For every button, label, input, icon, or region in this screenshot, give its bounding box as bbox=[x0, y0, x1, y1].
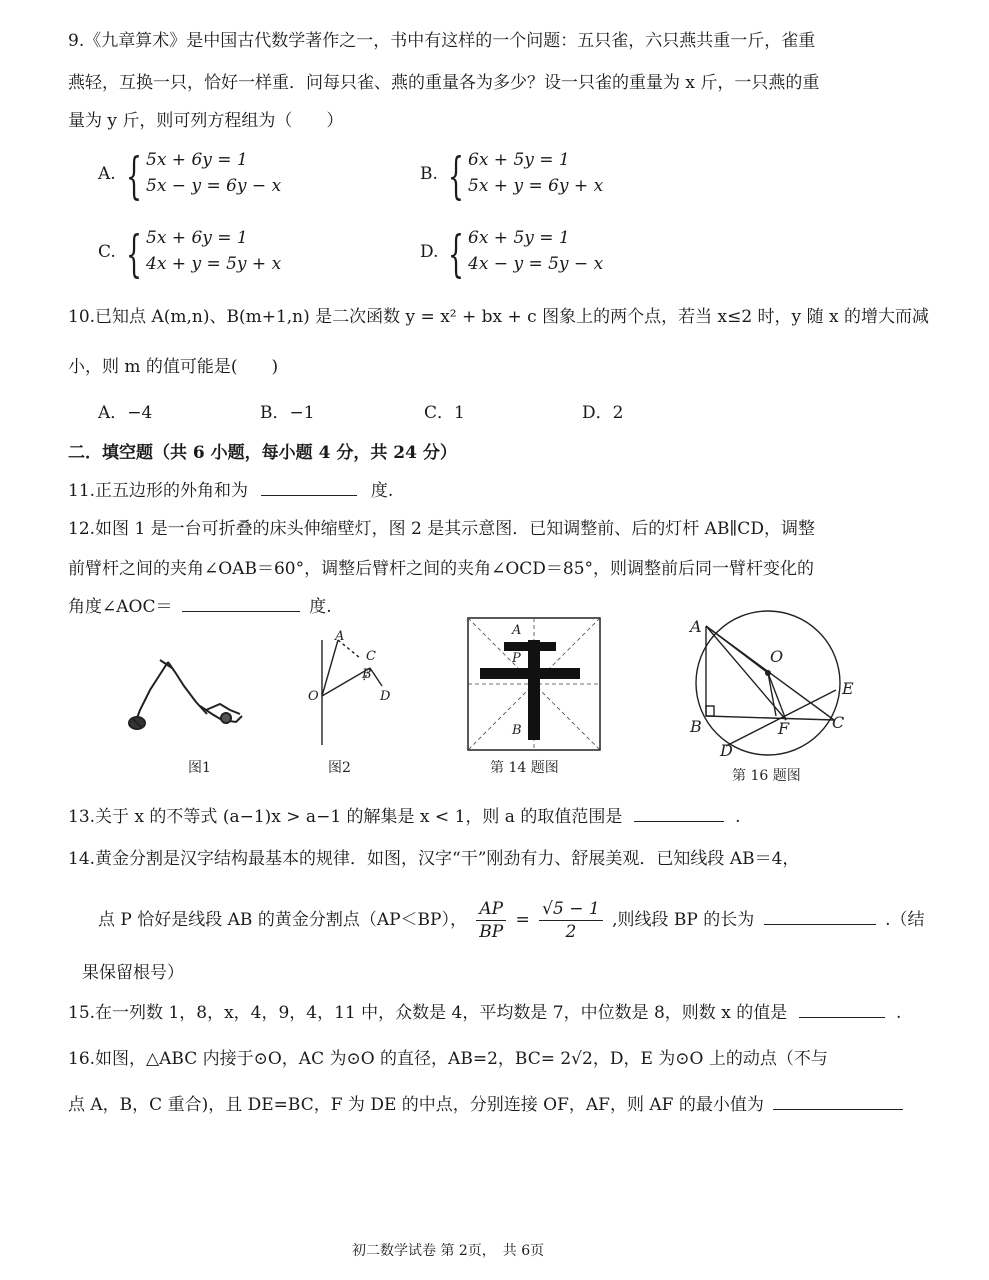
equation: 4x − y = 5y − x bbox=[468, 254, 604, 274]
fraction-numerator: √5 − 1 bbox=[539, 898, 603, 921]
q12-line2: 前臂杆之间的夹角∠OAB＝60°，调整后臂杆之间的夹角∠OCD＝85°，则调整前后同一臂杆变化的 bbox=[68, 559, 815, 579]
fig2-label-d: D bbox=[380, 689, 391, 704]
equals-sign: = bbox=[515, 910, 530, 930]
fig2-caption: 图2 bbox=[328, 760, 351, 776]
fraction-denominator: 2 bbox=[565, 922, 577, 942]
fig16-label-e: E bbox=[842, 679, 854, 698]
fig2-label-o: O bbox=[308, 689, 319, 704]
answer-blank bbox=[634, 807, 724, 822]
option-label: D. bbox=[420, 242, 439, 262]
answer-blank bbox=[764, 910, 876, 925]
q13-text: 13.关于 x 的不等式 (a−1)x > a−1 的解集是 x < 1，则 a 的取值范围是 bbox=[68, 807, 623, 827]
answer-blank bbox=[773, 1095, 903, 1110]
fig14-character-grid bbox=[468, 618, 600, 750]
q9-line3: 量为 y 斤，则可列方程组为（ ） bbox=[68, 111, 344, 131]
q10-line2: 小，则 m 的值可能是( ) bbox=[68, 357, 279, 377]
q14-line3: 果保留根号） bbox=[82, 963, 184, 983]
q12-unit: 度. bbox=[309, 597, 332, 617]
q11-text: 11.正五边形的外角和为 bbox=[68, 481, 249, 501]
q14-text-2: ,则线段 BP 的长为 bbox=[612, 910, 755, 930]
equation: 6x + 5y = 1 bbox=[468, 150, 570, 170]
fig14-label-a: A bbox=[512, 623, 522, 638]
fig16-label-a: A bbox=[690, 617, 702, 636]
q15-text: 15.在一列数 1，8，x，4，9，4，11 中，众数是 4，平均数是 7，中位数是 8，则数 x 的值是 bbox=[68, 1003, 788, 1023]
equation: 5x + y = 6y + x bbox=[468, 176, 604, 196]
fraction-ap-bp bbox=[476, 898, 506, 943]
brace-icon: { bbox=[126, 147, 142, 205]
equation: 6x + 5y = 1 bbox=[468, 228, 570, 248]
q9-option-b bbox=[420, 147, 680, 206]
fig1-lamp-drawing bbox=[129, 660, 242, 729]
fig1-caption: 图1 bbox=[188, 760, 211, 776]
brace-icon: { bbox=[126, 225, 142, 283]
option-label: A. bbox=[98, 164, 116, 184]
q16-line1: 16.如图，△ABC 内接于⊙O，AC 为⊙O 的直径，AB=2，BC= 2√2，D，E 为⊙O 上的动点（不与 bbox=[68, 1049, 828, 1069]
fig16-label-b: B bbox=[690, 717, 702, 736]
q12-text: 角度∠AOC＝ bbox=[68, 597, 173, 617]
q11 bbox=[68, 480, 393, 502]
fig14-label-b: B bbox=[512, 723, 522, 738]
q9-option-c bbox=[98, 225, 358, 284]
fraction-numerator: AP bbox=[476, 898, 506, 921]
fig14-label-p: P bbox=[512, 651, 521, 666]
q14-text-3: .（结 bbox=[885, 910, 925, 930]
fig16-caption: 第 16 题图 bbox=[732, 768, 801, 784]
q15 bbox=[68, 1002, 901, 1024]
q9-line2: 燕轻，互换一只，恰好一样重．问每只雀、燕的重量各为多少？设一只雀的重量为 x 斤，一只燕的重 bbox=[68, 73, 820, 93]
fig2-label-a: A bbox=[335, 629, 345, 644]
q10-line1: 10.已知点 A(m,n)、B(m+1,n) 是二次函数 y = x² + bx + c 图象上的两个点，若当 x≤2 时，y 随 x 的增大而减 bbox=[68, 307, 929, 327]
brace-icon: { bbox=[448, 225, 464, 283]
fraction-golden-ratio bbox=[539, 898, 603, 943]
option-label: B. bbox=[420, 164, 438, 184]
fig2-label-b: B bbox=[362, 667, 372, 682]
page-footer: 初二数学试卷 第 2页， 共 6页 bbox=[352, 1243, 545, 1259]
q9-line1: 9.《九章算术》是中国古代数学著作之一，书中有这样的一个问题：五只雀，六只燕共重一斤，雀重 bbox=[68, 31, 816, 51]
fig16-label-d: D bbox=[720, 741, 733, 760]
q14-line1: 14.黄金分割是汉字结构最基本的规律．如图，汉字“干”刚劲有力、舒展美观．已知线段 AB＝4， bbox=[68, 849, 800, 869]
fraction-denominator: BP bbox=[479, 922, 504, 942]
option-label: C. bbox=[98, 242, 116, 262]
q10-option-a: A．−4 bbox=[98, 403, 153, 423]
q14-line2 bbox=[98, 898, 924, 948]
fig2-label-c: C bbox=[366, 649, 376, 664]
equation: 5x + 6y = 1 bbox=[146, 150, 248, 170]
q11-unit: 度. bbox=[370, 481, 394, 501]
q14-text: 点 P 恰好是线段 AB 的黄金分割点（AP＜BP）， bbox=[98, 910, 467, 930]
section-heading: 二．填空题（共 6 小题，每小题 4 分，共 24 分） bbox=[68, 443, 457, 463]
figures-svg bbox=[0, 610, 989, 810]
q16-line2 bbox=[68, 1094, 907, 1116]
q10-option-b: B．−1 bbox=[260, 403, 315, 423]
fig16-label-o: O bbox=[770, 647, 784, 666]
equation: 5x + 6y = 1 bbox=[146, 228, 248, 248]
fig16-label-f: F bbox=[778, 719, 790, 738]
equation: 5x − y = 6y − x bbox=[146, 176, 282, 196]
q15-end: . bbox=[896, 1003, 902, 1023]
answer-blank bbox=[799, 1003, 885, 1018]
fig16-circle-diagram bbox=[696, 611, 840, 755]
q10-option-d: D．2 bbox=[582, 403, 624, 423]
fig16-label-c: C bbox=[832, 713, 845, 732]
equation: 4x + y = 5y + x bbox=[146, 254, 282, 274]
answer-blank bbox=[261, 481, 357, 496]
center-point bbox=[765, 670, 771, 676]
q13 bbox=[68, 806, 741, 828]
q12-line1: 12.如图 1 是一台可折叠的床头伸缩壁灯，图 2 是其示意图．已知调整前、后的灯杆 AB∥CD，调整 bbox=[68, 519, 815, 539]
q16-text: 点 A，B，C 重合)，且 DE=BC，F 为 DE 的中点，分别连接 OF，AF，则 AF 的最小值为 bbox=[68, 1095, 764, 1115]
q9-option-d bbox=[420, 225, 680, 284]
q9-option-a bbox=[98, 147, 358, 206]
q13-end: . bbox=[735, 807, 741, 827]
brace-icon: { bbox=[448, 147, 464, 205]
q10-option-c: C．1 bbox=[424, 403, 465, 423]
fig14-caption: 第 14 题图 bbox=[490, 760, 559, 776]
